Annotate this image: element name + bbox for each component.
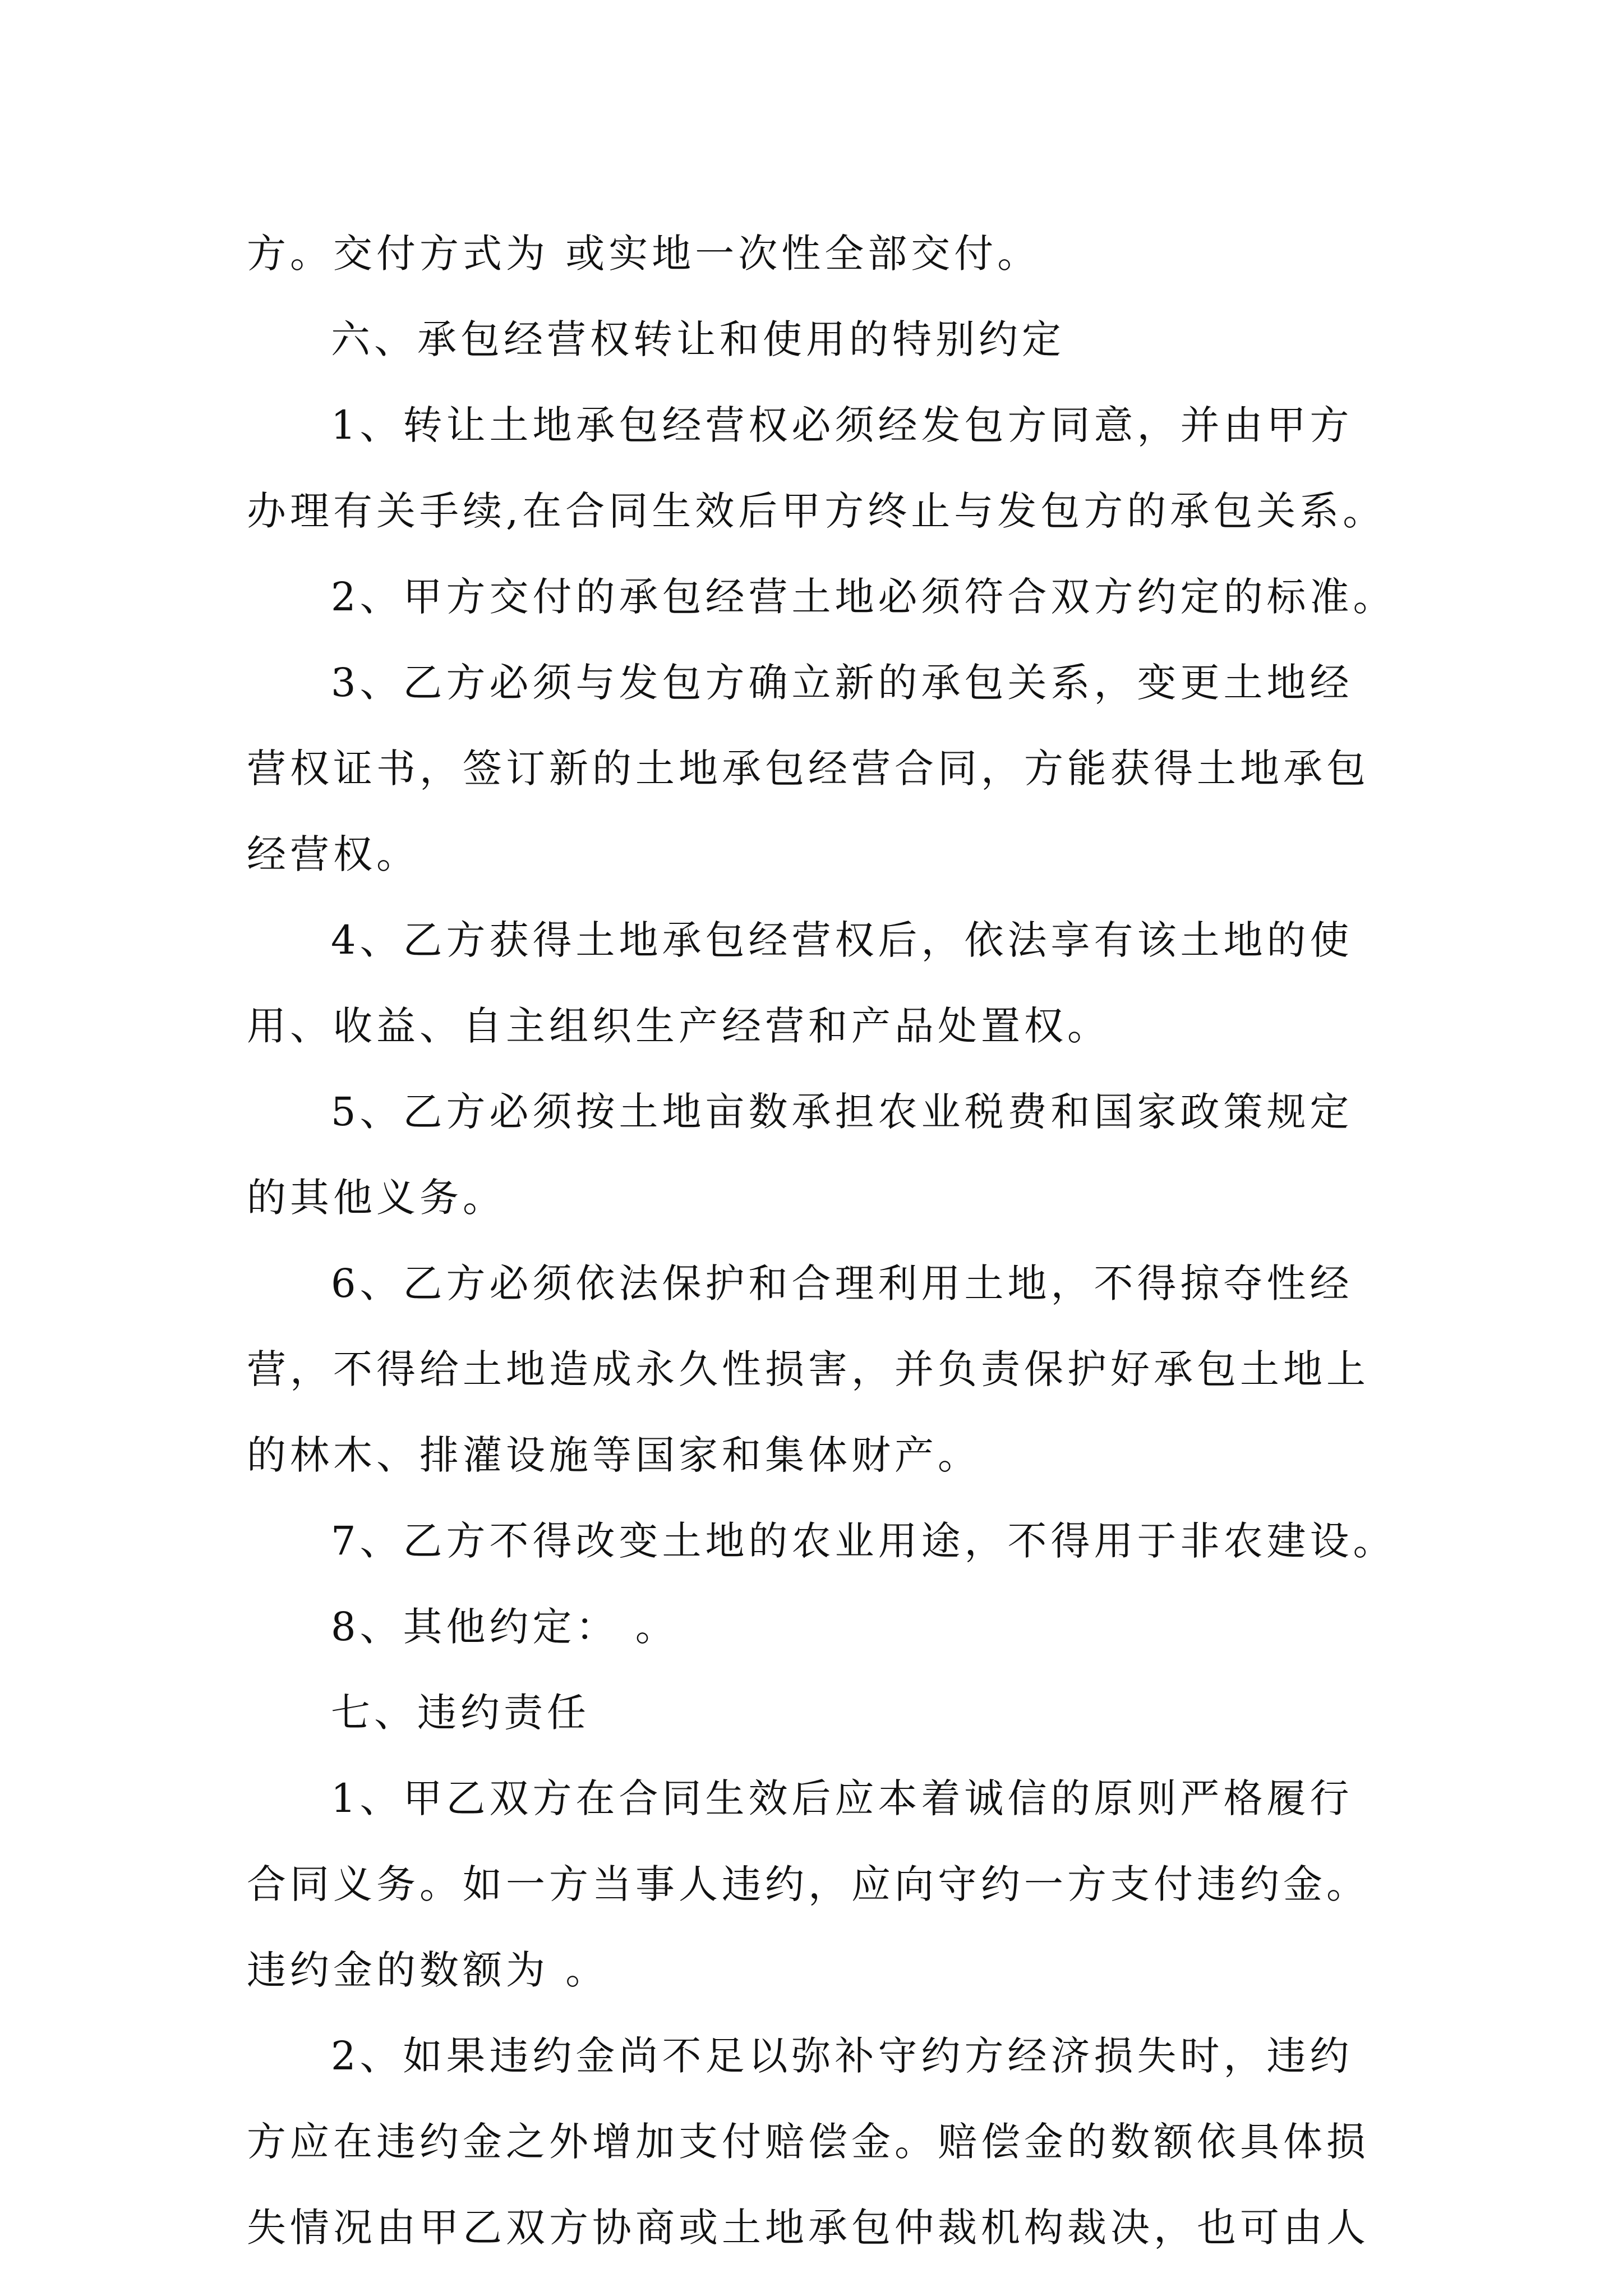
text-line: 合同义务。如一方当事人违约，应向守约一方支付违约金。 xyxy=(247,1861,1370,1907)
text-line: 方应在违约金之外增加支付赔偿金。赔偿金的数额依具体损 xyxy=(247,2119,1370,2165)
text-line: 5、乙方必须按土地亩数承担农业税费和国家政策规定 xyxy=(331,1089,1353,1135)
text-line: 6、乙方必须依法保护和合理利用土地，不得掠夺性经 xyxy=(331,1260,1353,1306)
text-line: 经营权。 xyxy=(247,831,419,877)
section-heading-seven: 七、违约责任 xyxy=(331,1690,590,1736)
text-line: 方。交付方式为 或实地一次性全部交付。 xyxy=(247,231,1041,277)
text-line: 办理有关手续,在合同生效后甲方终止与发包方的承包关系。 xyxy=(247,488,1386,534)
text-line: 的其他义务。 xyxy=(247,1175,506,1221)
text-line: 用、收益、自主组织生产经营和产品处置权。 xyxy=(247,1003,1110,1049)
text-line: 1、甲乙双方在合同生效后应本着诚信的原则严格履行 xyxy=(331,1775,1353,1821)
text-line: 2、甲方交付的承包经营土地必须符合双方约定的标准。 xyxy=(331,574,1396,620)
section-heading-six: 六、承包经营权转让和使用的特别约定 xyxy=(331,316,1065,362)
text-line: 8、其他约定： 。 xyxy=(331,1604,679,1650)
text-line: 7、乙方不得改变土地的农业用途，不得用于非农建设。 xyxy=(331,1518,1396,1564)
text-line: 失情况由甲乙双方协商或土地承包仲裁机构裁决，也可由人 xyxy=(247,2205,1370,2251)
text-line: 3、乙方必须与发包方确立新的承包关系，变更土地经 xyxy=(331,660,1353,706)
text-line: 1、转让土地承包经营权必须经发包方同意，并由甲方 xyxy=(331,402,1353,448)
text-line: 的林木、排灌设施等国家和集体财产。 xyxy=(247,1432,981,1478)
text-line: 营，不得给土地造成永久性损害，并负责保护好承包土地上 xyxy=(247,1346,1370,1392)
text-line: 违约金的数额为 。 xyxy=(247,1947,609,1993)
text-line: 2、如果违约金尚不足以弥补守约方经济损失时，违约 xyxy=(331,2033,1353,2079)
document-body xyxy=(247,211,1413,2271)
text-line: 营权证书，签订新的土地承包经营合同，方能获得土地承包 xyxy=(247,746,1370,792)
text-line: 4、乙方获得土地承包经营权后，依法享有该土地的使 xyxy=(331,917,1353,963)
